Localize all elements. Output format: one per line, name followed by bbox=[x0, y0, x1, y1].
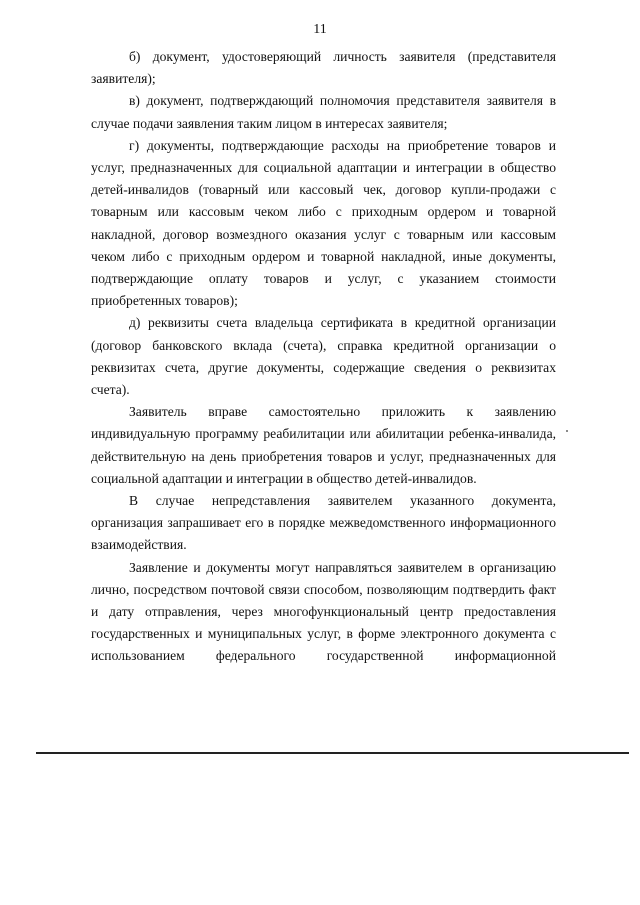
scan-speck bbox=[566, 430, 568, 432]
page-bottom-rule bbox=[36, 752, 629, 754]
document-body bbox=[91, 46, 556, 668]
paragraph-rehabilitation-program: Заявитель вправе самостоятельно приложить к заявлению индивидуальную программу реабилитации или абилитации ребенка-инвалида, действительную на день приобретения товаров и услуг, предназначенных для социальной адаптации и интеграции в общество детей-инвалидов. bbox=[91, 404, 556, 486]
paragraph-submission-methods: Заявление и документы могут направляться заявителем в организацию лично, посредством почтовой связи способом, позволяющим подтвердить факт и дату отправления, через многофункциональный центр предоставления государственных и муниципальных услуг, в форме электронного документа с использованием федерального государственной информационной bbox=[91, 559, 556, 664]
page-number: 11 bbox=[313, 22, 327, 37]
paragraph-b-identity-document: б) документ, удостоверяющий личность заявителя (представителя заявителя); bbox=[91, 49, 556, 87]
paragraph-d-account-details: д) реквизиты счета владельца сертификата в кредитной организации (договор банковского вклада (счета), справка кредитной организации о реквизитах счета, другие документы, содержащие сведения о реквизитах счета). bbox=[91, 315, 556, 398]
paragraph-v-authority-document: в) документ, подтверждающий полномочия представителя заявителя в случае подачи заявления таким лицом в интересах заявителя; bbox=[91, 93, 556, 131]
paragraph-g-expense-documents: г) документы, подтверждающие расходы на приобретение товаров и услуг, предназначенных для социальной адаптации и интеграции в общество детей-инвалидов (товарный или кассовый чек, договор купли-продажи с товарным или кассовым чеком либо с приходным ордером и товарной накладной, договор возмездного оказания услуг с товарным или кассовым чеком либо с приходным ордером и товарной накладной, иные документы, подтверждающие оплату товаров и услуг, с указанием стоимости приобретенных товаров); bbox=[91, 137, 556, 309]
paragraph-interdepartmental-request: В случае непредставления заявителем указанного документа, организация запрашивает его в порядке межведомственного информационного взаимодействия. bbox=[91, 493, 556, 553]
